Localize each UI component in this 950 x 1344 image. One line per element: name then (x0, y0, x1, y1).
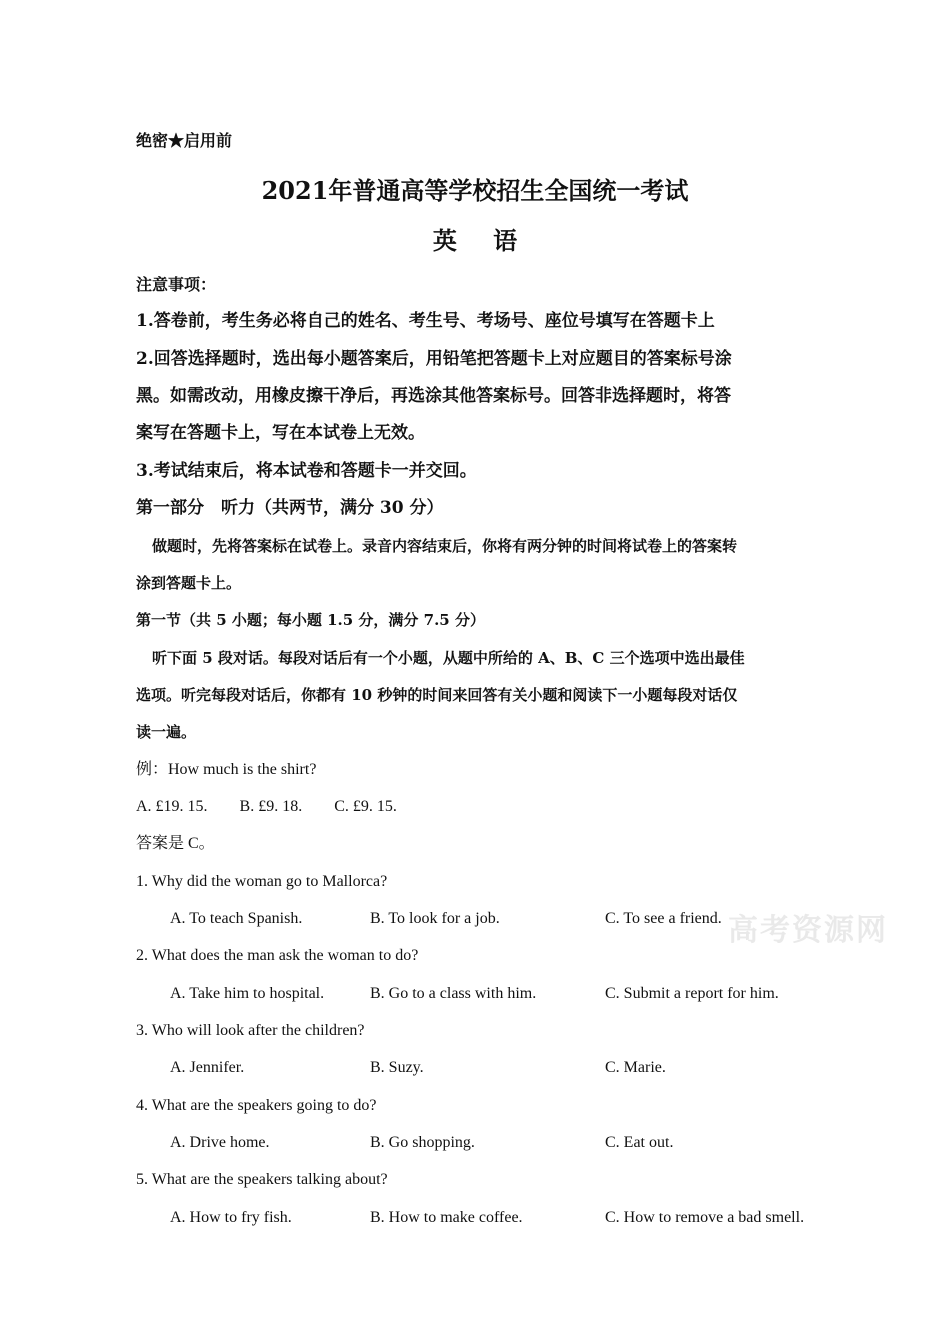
section1-instructions-line-3: 读一遍。 (136, 723, 197, 741)
option-b: B. Suzy. (370, 1059, 424, 1076)
option-c: C. To see a friend. (605, 910, 722, 927)
option-a: A. How to fry fish. (170, 1209, 292, 1226)
question-stem: 2. What does the man ask the woman to do? (136, 947, 419, 964)
example-options: A. £19. 15. B. £9. 18. C. £9. 15. (136, 798, 397, 815)
question-stem: 5. What are the speakers talking about? (136, 1171, 388, 1188)
question-stem: 4. What are the speakers going to do? (136, 1097, 377, 1114)
watermark: 高考资源网 (728, 913, 888, 948)
example-question: 例：How much is the shirt? (136, 761, 317, 778)
section1-instructions-line-2: 选项。听完每段对话后，你都有 10 秒钟的时间来回答有关小题和阅读下一小题每段对话仅 (136, 686, 738, 704)
option-c: C. Submit a report for him. (605, 985, 779, 1002)
subject-title: 英 语 (432, 226, 532, 255)
option-c: C. How to remove a bad smell. (605, 1209, 805, 1226)
option-a: A. To teach Spanish. (170, 910, 303, 927)
option-b: B. Go shopping. (370, 1134, 475, 1151)
part1-intro-line-2: 涂到答题卡上。 (136, 574, 242, 592)
example-answer: 答案是 C。 (136, 835, 215, 852)
question-stem: 3. Who will look after the children? (136, 1022, 365, 1039)
option-a: A. Drive home. (170, 1134, 270, 1151)
notice-item-2-line-1: 2.回答选择题时，选出每小题答案后，用铅笔把答题卡上对应题目的答案标号涂 (136, 349, 732, 369)
section1-heading: 第一节（共 5 小题；每小题 1.5 分，满分 7.5 分） (136, 611, 485, 629)
notice-item-2-line-2: 黑。如需改动，用橡皮擦干净后，再选涂其他答案标号。回答非选择题时，将答 (136, 386, 731, 406)
option-a: A. Jennifer. (170, 1059, 245, 1076)
part1-intro-line-1: 做题时，先将答案标在试卷上。录音内容结束后，你将有两分钟的时间将试卷上的答案转 (152, 537, 738, 555)
option-b: B. Go to a class with him. (370, 985, 537, 1002)
notice-heading: 注意事项： (136, 275, 217, 294)
part1-heading: 第一部分 听力（共两节，满分 30 分） (136, 498, 444, 518)
option-b: B. To look for a job. (370, 910, 500, 927)
notice-item-3: 3.考试结束后，将本试卷和答题卡一并交回。 (136, 461, 477, 481)
confidential-label: 绝密★启用前 (136, 131, 233, 150)
option-a: A. Take him to hospital. (170, 985, 325, 1002)
option-b: B. How to make coffee. (370, 1209, 523, 1226)
option-c: C. Marie. (605, 1059, 666, 1076)
notice-item-2-line-3: 案写在答题卡上，写在本试卷上无效。 (136, 423, 425, 443)
section1-instructions-line-1: 听下面 5 段对话。每段对话后有一个小题，从题中所给的 A、B、C 三个选项中选出最佳 (152, 649, 745, 667)
question-stem: 1. Why did the woman go to Mallorca? (136, 873, 388, 890)
exam-title: 2021年普通高等学校招生全国统一考试 (261, 176, 689, 205)
option-c: C. Eat out. (605, 1134, 674, 1151)
notice-item-1: 1.答卷前，考生务必将自己的姓名、考生号、考场号、座位号填写在答题卡上 (136, 311, 715, 331)
